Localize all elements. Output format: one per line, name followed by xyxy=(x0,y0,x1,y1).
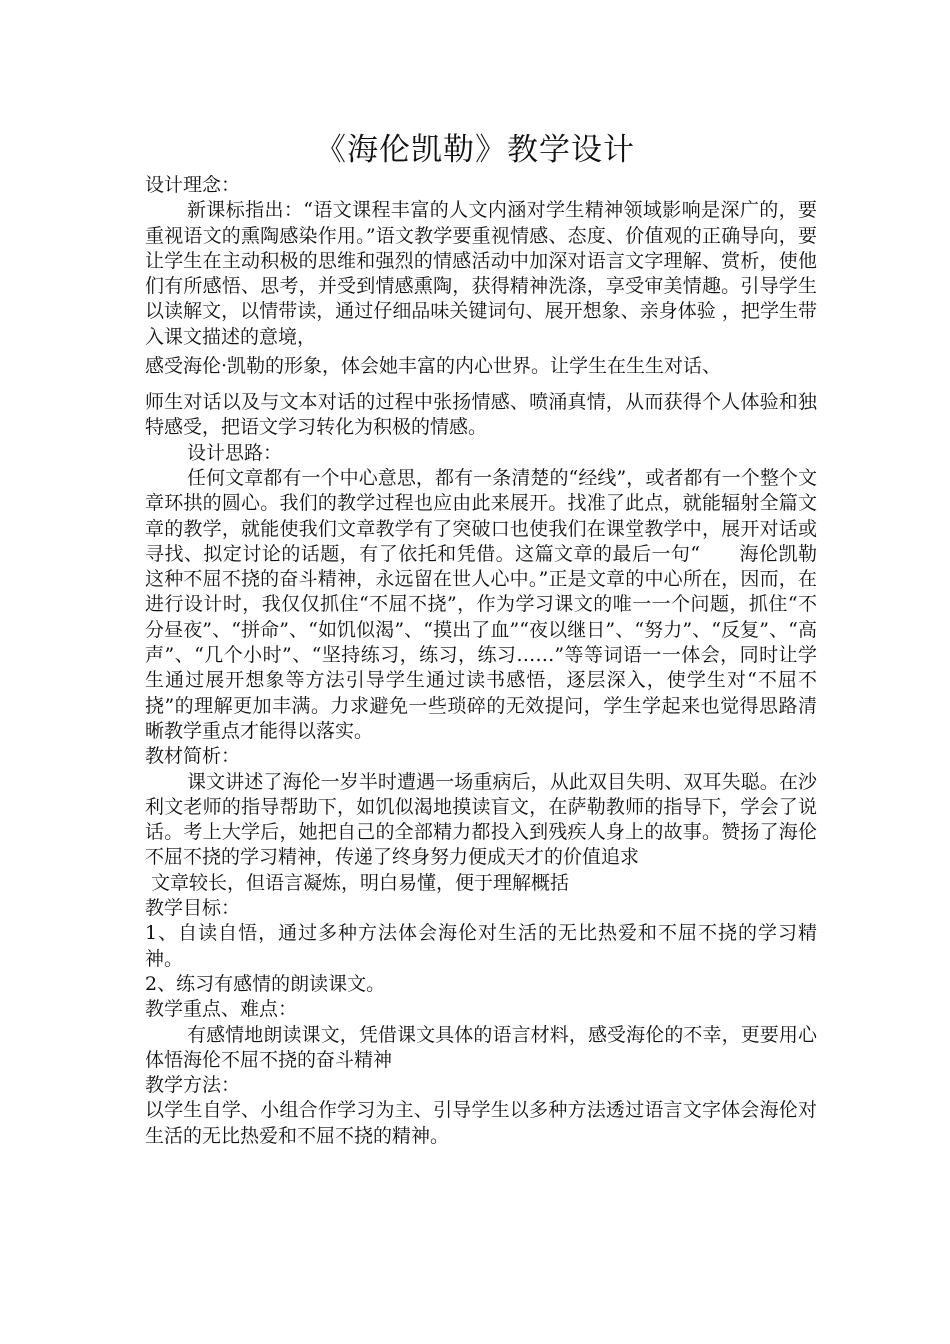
heading-design-concept: 设计理念： xyxy=(145,174,241,196)
teaching-goal-2: 2、练习有感情的朗读课文。 xyxy=(145,972,386,995)
heading-key-difficult-points: 教学重点、难点： xyxy=(145,998,298,1021)
paragraph-design-concept-2: 感受海伦·凯勒的形象，体会她丰富的内心世界。让学生在生生对话、 xyxy=(145,355,722,378)
paragraph-material-analysis-2: 文章较长，但语言凝炼，明白易懂，便于理解概括 xyxy=(151,871,570,894)
heading-material-analysis: 教材简析： xyxy=(145,745,241,768)
paragraph-key-difficult-points: 有感情地朗读课文，凭借课文具体的语言材料，感受海伦的不幸，更要用心体悟海伦不屈不挠的奋斗精神 xyxy=(145,1023,817,1071)
paragraph-teaching-methods: 以学生自学、小组合作学习为主、引导学生以多种方法透过语言文字体会海伦对生活的无比热爱和不屈不挠的精神。 xyxy=(145,1099,817,1147)
teaching-goal-1: 1、自读自悟，通过多种方法体会海伦对生活的无比热爱和不屈不挠的学习精神。 xyxy=(145,922,817,970)
paragraph-design-concept-1: 新课标指出：“语文课程丰富的人文内涵对学生精神领域影响是深广的，要重视语文的熏陶感染作用。”语文教学要重视情感、态度、价值观的正确导向，要让学生在主动积极的思维和强烈的情感活动中加深对语言文字理解、赏析，使他们有所感悟、思考，并受到情感熏陶，获得精神洗涤，享受审美情趣。引导学生以读解文，以情带读，通过仔细品味关键词句、展开想象、亲身体验 ，把学生带入课文描述的意境， xyxy=(145,199,817,348)
document-body xyxy=(145,173,817,1149)
paragraph-design-idea: 任何文章都有一个中心意思，都有一条清楚的“经线”，或者都有一个整个文章环拱的圆心。我们的教学过程也应由此来展开。找准了此点，就能辐射全篇文章的教学，就能使我们文章教学有了突破口也使我们在课堂教学中，展开对话或寻找、拟定讨论的话题，有了依托和凭借。这篇文章的最后一句“ 海伦凯勒这种不屈不挠的奋斗精神，永远留在世人心中。”正是文章的中心所在，因而，在进行设计时，我仅仅抓住“不屈不挠”，作为学习课文的唯一一个问题，抓住“不分昼夜”、“拼命”、“如饥似渴”、“摸出了血”“夜以继日”、“努力”、“反复”、“高声”、“几个小时”、“坚持练习，练习，练习……”等等词语一一体会，同时让学生通过展开想象等方法引导学生通过读书感悟，逐层深入，使学生对“不屈不挠”的理解更加丰满。力求避免一些琐碎的无效提问，学生学起来也觉得思路清晰教学重点才能得以落实。 xyxy=(145,466,817,742)
paragraph-design-concept-3: 师生对话以及与文本对话的过程中张扬情感、喷涌真情，从而获得个人体验和独特感受，把语文学习转化为积极的情感。 xyxy=(145,391,817,439)
heading-teaching-methods: 教学方法： xyxy=(145,1074,241,1097)
document-title: 《海伦凯勒》教学设计 xyxy=(315,132,635,168)
paragraph-material-analysis-1: 课文讲述了海伦一岁半时遭遇一场重病后，从此双目失明、双耳失聪。在沙利文老师的指导帮助下，如饥似渴地摸读盲文，在萨勒教师的指导下，学会了说话。考上大学后，她把自己的全部精力都投入到残疾人身上的故事。赞扬了海伦不屈不挠的学习精神，传递了终身努力便成天才的价值追求 xyxy=(145,770,817,869)
heading-teaching-goals: 教学目标： xyxy=(145,897,241,920)
heading-design-idea: 设计思路： xyxy=(187,441,283,464)
